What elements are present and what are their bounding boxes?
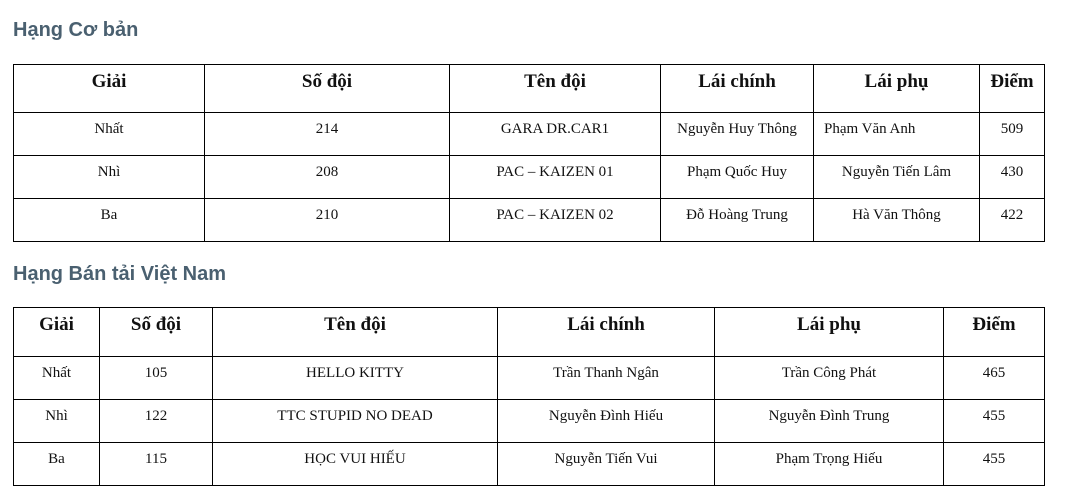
results-table-pickup — [13, 307, 1045, 486]
cell-prize: Ba — [14, 199, 205, 242]
header-prize: Giải — [14, 65, 205, 113]
cell-score: 455 — [944, 443, 1045, 486]
cell-team-name: PAC – KAIZEN 02 — [450, 199, 661, 242]
table-row — [14, 113, 1045, 156]
cell-score: 422 — [980, 199, 1045, 242]
cell-team-number: 115 — [100, 443, 213, 486]
cell-score: 509 — [980, 113, 1045, 156]
cell-team-name: HỌC VUI HIẾU — [213, 443, 498, 486]
table-header-row — [14, 65, 1045, 113]
table-row — [14, 400, 1045, 443]
results-table-basic — [13, 64, 1045, 242]
cell-team-name: GARA DR.CAR1 — [450, 113, 661, 156]
header-team-name: Tên đội — [213, 308, 498, 357]
cell-prize: Nhì — [14, 400, 100, 443]
cell-score: 455 — [944, 400, 1045, 443]
cell-prize: Nhất — [14, 113, 205, 156]
header-main-driver: Lái chính — [498, 308, 715, 357]
table-header-row — [14, 308, 1045, 357]
table-row — [14, 443, 1045, 486]
table-row — [14, 357, 1045, 400]
cell-score: 430 — [980, 156, 1045, 199]
cell-team-name: HELLO KITTY — [213, 357, 498, 400]
header-co-driver: Lái phụ — [715, 308, 944, 357]
cell-team-number: 122 — [100, 400, 213, 443]
header-score: Điểm — [944, 308, 1045, 357]
cell-prize: Nhì — [14, 156, 205, 199]
header-team-name: Tên đội — [450, 65, 661, 113]
section-title-pickup: Hạng Bán tải Việt Nam — [13, 263, 227, 285]
cell-co-driver: Nguyễn Đình Trung — [715, 400, 944, 443]
cell-co-driver: Nguyễn Tiến Lâm — [814, 156, 980, 199]
cell-score: 465 — [944, 357, 1045, 400]
cell-co-driver: Phạm Trọng Hiếu — [715, 443, 944, 486]
section-title-basic: Hạng Cơ bản — [13, 19, 139, 41]
table-row — [14, 199, 1045, 242]
header-main-driver: Lái chính — [661, 65, 814, 113]
cell-team-name: PAC – KAIZEN 01 — [450, 156, 661, 199]
header-team-number: Số đội — [205, 65, 450, 113]
cell-co-driver: Phạm Văn Anh — [814, 113, 980, 156]
cell-prize: Nhất — [14, 357, 100, 400]
cell-co-driver: Trần Công Phát — [715, 357, 944, 400]
cell-co-driver: Hà Văn Thông — [814, 199, 980, 242]
cell-team-name: TTC STUPID NO DEAD — [213, 400, 498, 443]
cell-main-driver: Trần Thanh Ngân — [498, 357, 715, 400]
cell-main-driver: Nguyễn Đình Hiếu — [498, 400, 715, 443]
header-co-driver: Lái phụ — [814, 65, 980, 113]
cell-team-number: 210 — [205, 199, 450, 242]
cell-team-number: 105 — [100, 357, 213, 400]
cell-main-driver: Nguyễn Huy Thông — [661, 113, 814, 156]
cell-prize: Ba — [14, 443, 100, 486]
cell-team-number: 214 — [205, 113, 450, 156]
cell-team-number: 208 — [205, 156, 450, 199]
cell-main-driver: Đỗ Hoàng Trung — [661, 199, 814, 242]
cell-main-driver: Phạm Quốc Huy — [661, 156, 814, 199]
cell-main-driver: Nguyễn Tiến Vui — [498, 443, 715, 486]
header-score: Điểm — [980, 65, 1045, 113]
header-prize: Giải — [14, 308, 100, 357]
table-row — [14, 156, 1045, 199]
header-team-number: Số đội — [100, 308, 213, 357]
